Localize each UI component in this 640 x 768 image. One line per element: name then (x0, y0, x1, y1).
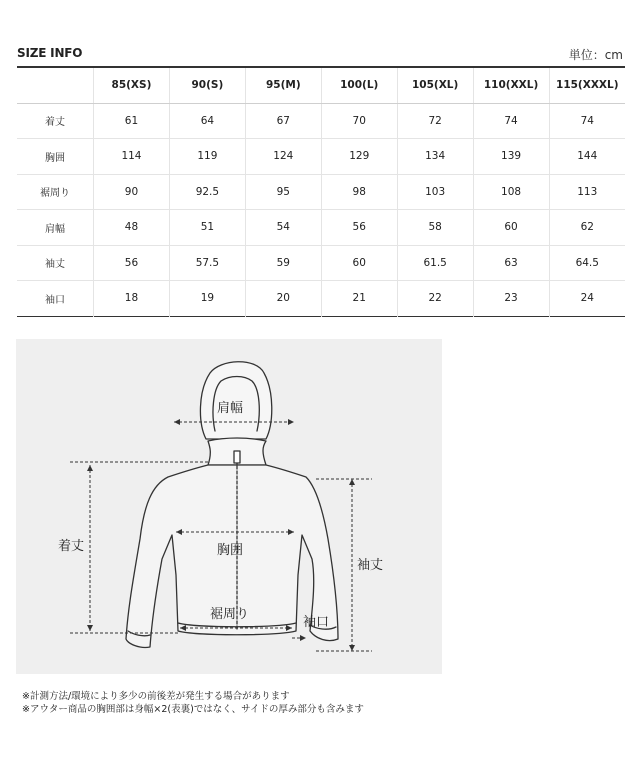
table-cell: 58 (397, 210, 473, 246)
table-row (17, 281, 625, 317)
column-header-100l: 100(L) (321, 67, 397, 103)
table-cell: 22 (397, 281, 473, 317)
zipper-pull (234, 451, 240, 463)
table-cell: 103 (397, 174, 473, 210)
table-cell: 23 (473, 281, 549, 317)
column-header-95m: 95(M) (245, 67, 321, 103)
column-header-110xxl: 110(XXL) (473, 67, 549, 103)
size-table-header-row (17, 67, 625, 103)
table-cell: 56 (94, 245, 170, 281)
note-line: ※計測方法/環境により多少の前後差が発生する場合があります (22, 691, 290, 702)
table-cell: 19 (169, 281, 245, 317)
note-line: ※アウター商品の胸囲部は身幅×2(表裏)ではなく、サイドの厚み部分も含みます (22, 704, 364, 715)
size-info-title: SIZE INFO (17, 46, 83, 60)
hem-label: 裾周り (210, 607, 250, 622)
table-cell: 124 (245, 139, 321, 175)
chest-label: 胸囲 (217, 543, 244, 558)
column-header-85xs: 85(XS) (94, 67, 170, 103)
table-cell: 114 (94, 139, 170, 175)
column-header-105xl: 105(XL) (397, 67, 473, 103)
row-label: 肩幅 (17, 210, 94, 246)
table-cell: 119 (169, 139, 245, 175)
table-cell: 90 (94, 174, 170, 210)
table-cell: 70 (321, 103, 397, 139)
table-row (17, 245, 625, 281)
table-cell: 139 (473, 139, 549, 175)
table-cell: 144 (549, 139, 625, 175)
table-cell: 134 (397, 139, 473, 175)
shoulder-label: 肩幅 (217, 401, 244, 416)
column-header-115xxxl: 115(XXXL) (549, 67, 625, 103)
table-cell: 63 (473, 245, 549, 281)
row-label: 裾周り (17, 174, 94, 210)
table-cell: 57.5 (169, 245, 245, 281)
table-cell: 67 (245, 103, 321, 139)
row-label: 着丈 (17, 103, 94, 139)
sleeve-label: 袖丈 (357, 558, 384, 573)
table-cell: 92.5 (169, 174, 245, 210)
table-cell: 60 (321, 245, 397, 281)
table-cell: 62 (549, 210, 625, 246)
table-row (17, 139, 625, 175)
table-cell: 64 (169, 103, 245, 139)
table-cell: 56 (321, 210, 397, 246)
table-row (17, 103, 625, 139)
row-label: 袖口 (45, 294, 65, 306)
table-cell: 64.5 (549, 245, 625, 281)
table-cell: 61 (94, 103, 170, 139)
column-header-90s: 90(S) (169, 67, 245, 103)
measurement-notes (22, 690, 364, 716)
table-cell: 95 (245, 174, 321, 210)
table-cell: 24 (549, 281, 625, 317)
table-row (17, 174, 625, 210)
table-cell: 48 (94, 210, 170, 246)
table-cell: 61.5 (397, 245, 473, 281)
column-header-blank (17, 67, 94, 103)
table-cell: 108 (473, 174, 549, 210)
length-label: 着丈 (58, 539, 85, 554)
table-row (17, 210, 625, 246)
row-label: 胸囲 (17, 139, 94, 175)
table-cell: 54 (245, 210, 321, 246)
table-cell: 72 (397, 103, 473, 139)
jacket-illustration (16, 339, 442, 674)
table-cell: 129 (321, 139, 397, 175)
size-info-header (17, 46, 623, 64)
size-table (17, 66, 625, 317)
table-cell: 59 (245, 245, 321, 281)
table-cell: 60 (473, 210, 549, 246)
table-cell: 21 (321, 281, 397, 317)
table-cell: 74 (473, 103, 549, 139)
measurement-diagram (16, 339, 442, 674)
table-cell: 74 (549, 103, 625, 139)
unit-label: 単位：cm (568, 48, 623, 62)
table-cell: 51 (169, 210, 245, 246)
table-cell: 18 (94, 281, 170, 317)
table-cell: 98 (321, 174, 397, 210)
row-label: 袖丈 (17, 245, 94, 281)
cuff-label: 袖口 (303, 615, 330, 630)
table-cell: 113 (549, 174, 625, 210)
table-cell: 20 (245, 281, 321, 317)
